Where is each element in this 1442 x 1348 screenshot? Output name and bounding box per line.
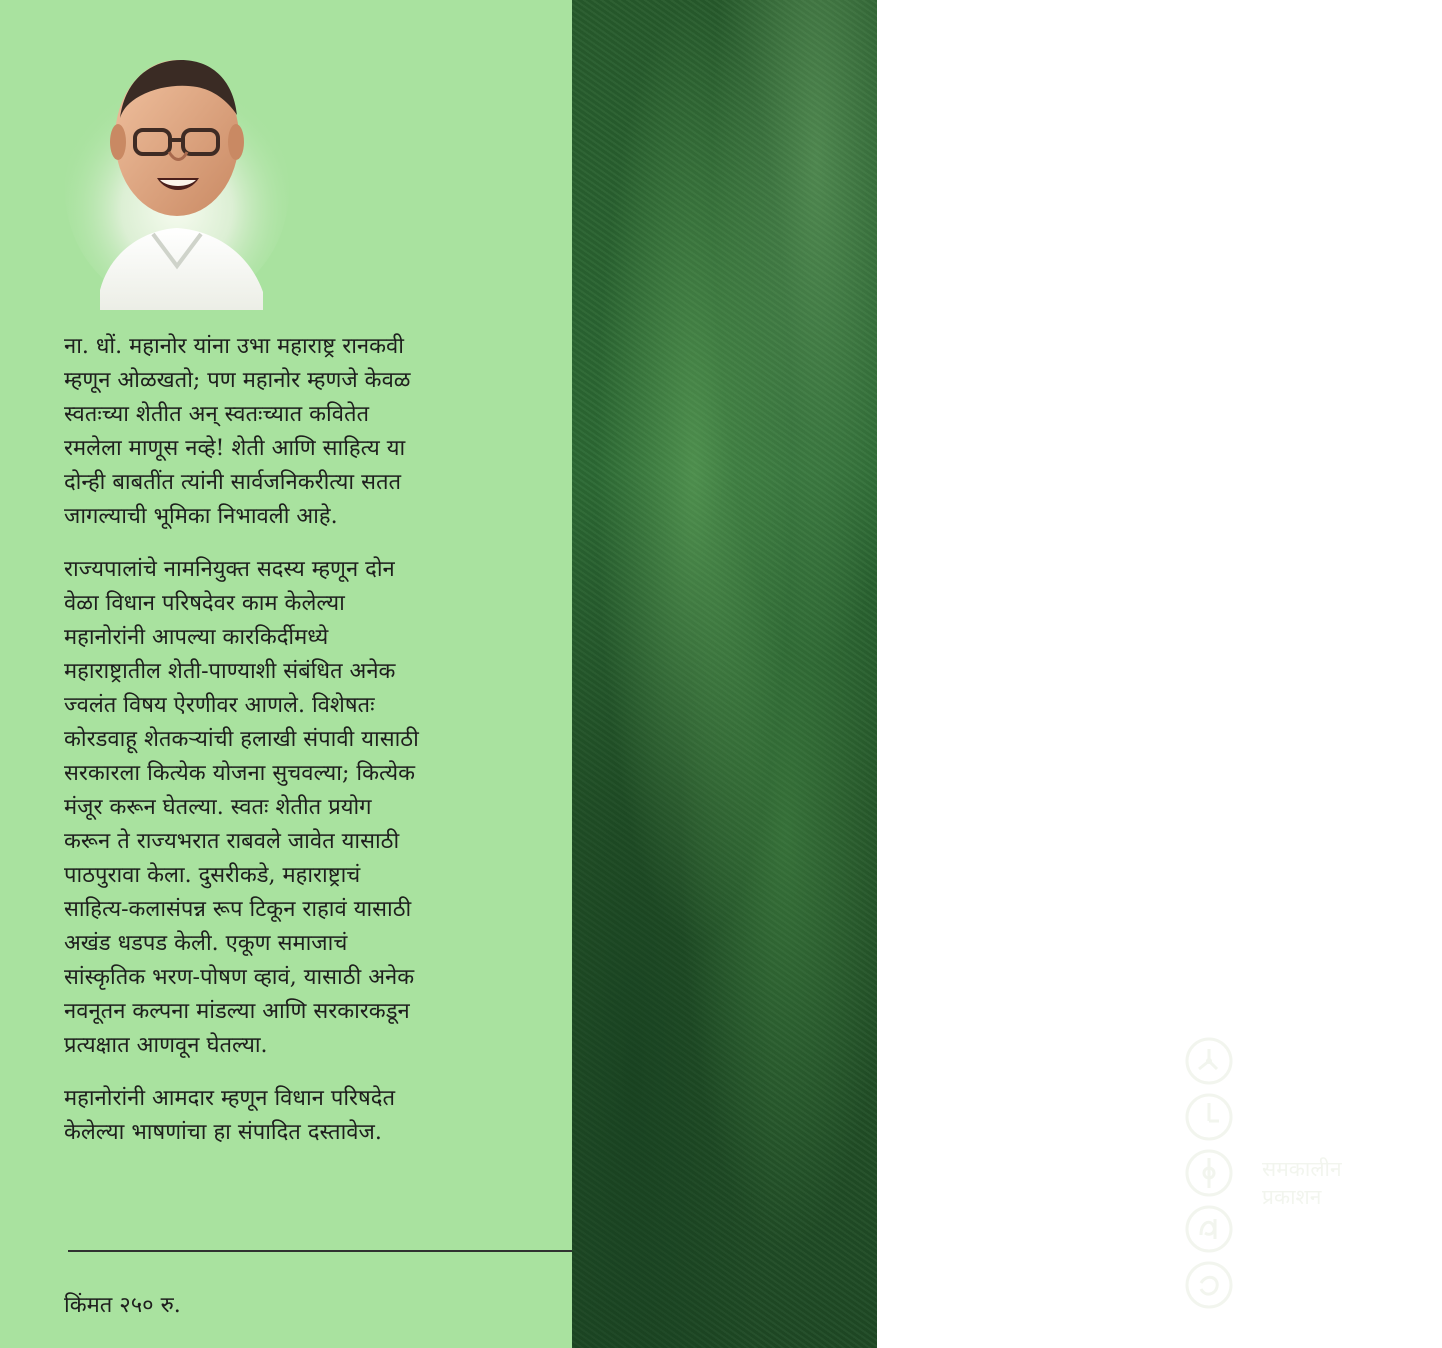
publisher-name [1262, 1155, 1442, 1211]
paragraph-1-line-3: स्वतःच्या शेतीत अन् स्वतःच्यात कवितेत [64, 402, 370, 427]
description-paragraph-2 [64, 553, 564, 1063]
paragraph-2-line-9: करून ते राज्यभरात राबवले जावेत यासाठी [64, 829, 400, 854]
paragraph-3-line-1: महानोरांनी आमदार म्हणून विधान परिषदेत [64, 1086, 395, 1111]
price-label: किंमत २५० रु. [64, 1293, 181, 1318]
paragraph-1-line-6: जागल्याची भूमिका निभावली आहे. [64, 504, 338, 529]
paragraph-3-line-2: केलेल्या भाषणांचा हा संपादित दस्तावेज. [64, 1120, 382, 1145]
publisher-name-line-2: प्रकाशन [1262, 1185, 1322, 1209]
paragraph-2-line-4: महाराष्ट्रातील शेती-पाण्याशी संबंधित अनेक [64, 659, 396, 684]
paragraph-1-line-2: म्हणून ओळखतो; पण महानोर म्हणजे केवळ [64, 368, 411, 393]
paragraph-2-line-3: महानोरांनी आपल्या कारकिर्दीमध्ये [64, 625, 329, 650]
description-text [64, 330, 564, 1150]
paragraph-2-line-14: नवनूतन कल्पना मांडल्या आणि सरकारकडून [64, 999, 410, 1024]
description-paragraph-3 [64, 1082, 564, 1150]
cover-left-panel [0, 0, 572, 1348]
publisher-name-line-1: समकालीन [1262, 1157, 1342, 1181]
cover-right-panel [572, 0, 1342, 1348]
paragraph-2-line-1: राज्यपालांचे नामनियुक्त सदस्य म्हणून दोन [64, 557, 395, 582]
author-portrait [65, 20, 295, 310]
description-paragraph-1 [64, 330, 564, 534]
publisher-logo [1183, 1035, 1235, 1315]
paragraph-1-line-4: रमलेला माणूस नव्हे! शेती आणि साहित्य या [64, 436, 406, 461]
paragraph-1-line-5: दोन्ही बाबतींत त्यांनी सार्वजनिकरीत्या सतत [64, 470, 402, 495]
paragraph-2-line-13: सांस्कृतिक भरण-पोषण व्हावं, यासाठी अनेक [64, 965, 415, 990]
paragraph-2-line-15: प्रत्यक्षात आणवून घेतल्या. [64, 1033, 268, 1058]
price-divider [68, 1250, 572, 1252]
paragraph-2-line-5: ज्वलंत विषय ऐरणीवर आणले. विशेषतः [64, 693, 375, 718]
paragraph-2-line-2: वेळा विधान परिषदेवर काम केलेल्या [64, 591, 345, 616]
paragraph-2-line-12: अखंड धडपड केली. एकूण समाजाचं [64, 931, 348, 956]
paragraph-2-line-11: साहित्य-कलासंपन्न रूप टिकून राहावं यासाठी [64, 897, 412, 922]
paragraph-2-line-6: कोरडवाहू शेतकऱ्यांची हलाखी संपावी यासाठी [64, 727, 419, 752]
paragraph-2-line-10: पाठपुरावा केला. दुसरीकडे, महाराष्ट्राचं [64, 863, 361, 888]
paragraph-2-line-7: सरकारला कित्येक योजना सुचवल्या; कित्येक [64, 761, 415, 786]
paragraph-1-line-1: ना. धों. महानोर यांना उभा महाराष्ट्र रानकवी [64, 334, 404, 359]
paragraph-2-line-8: मंजूर करून घेतल्या. स्वतः शेतीत प्रयोग [64, 795, 372, 820]
